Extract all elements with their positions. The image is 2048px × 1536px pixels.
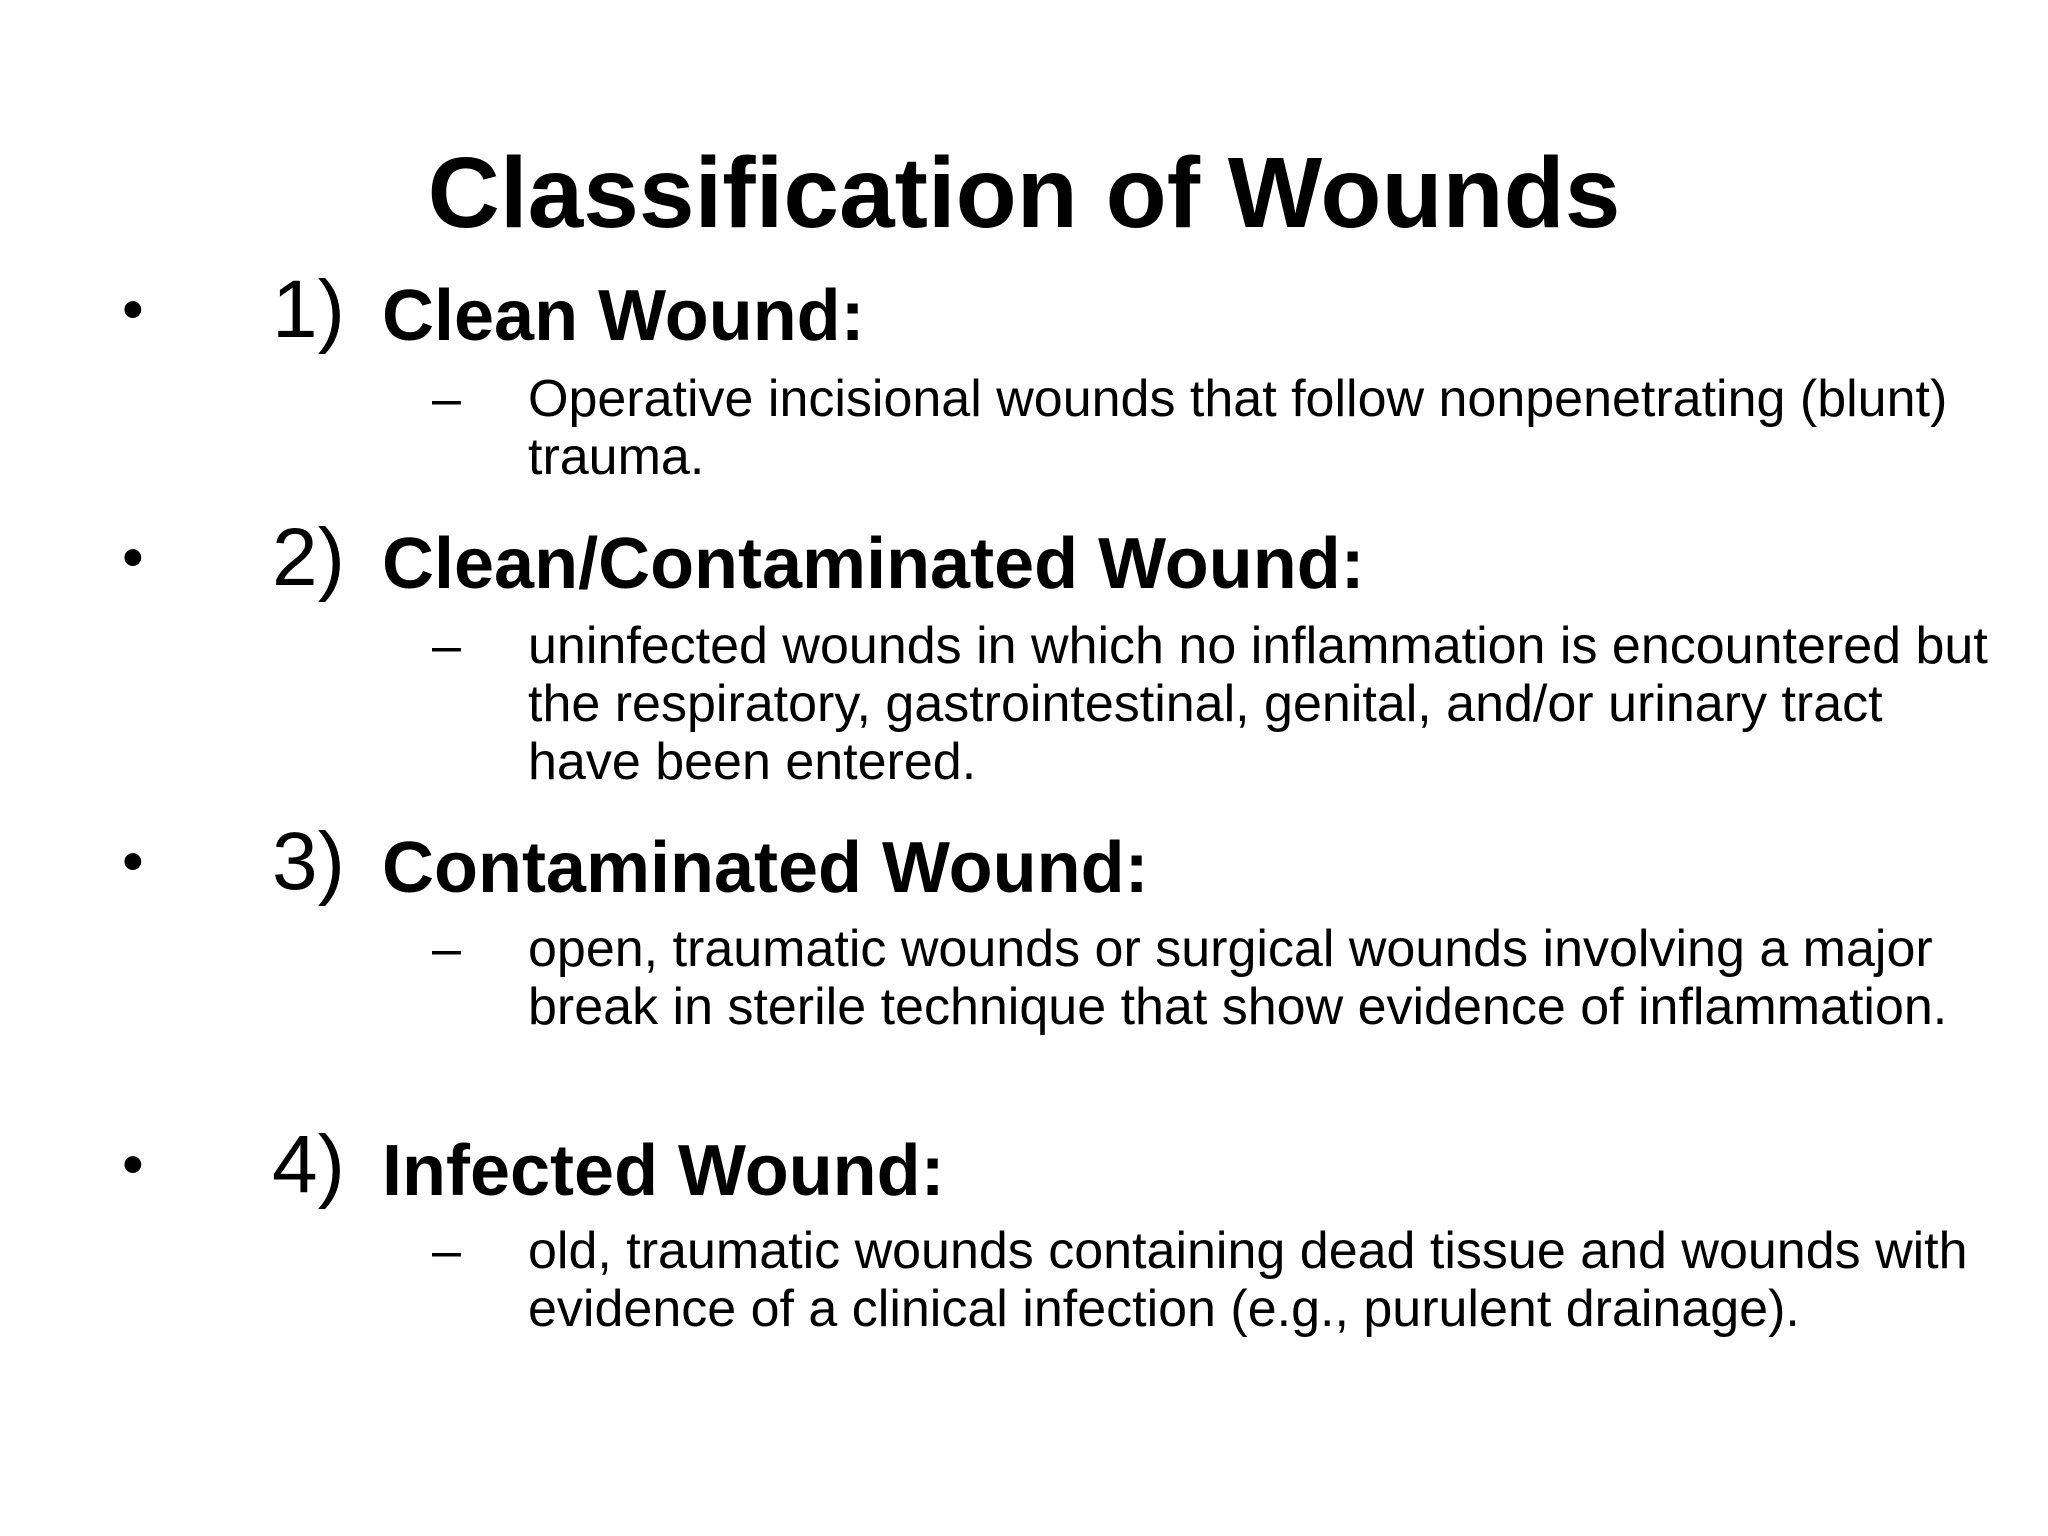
item-number: 3): [272, 816, 345, 907]
dash-icon: –: [432, 370, 461, 428]
bullet-icon: •: [122, 827, 144, 896]
item-description: uninfected wounds in which no inflammation is encountered but the respiratory, gastrointestinal, genital, and/or urinary tract have been entered.: [528, 617, 1988, 791]
list-item-contaminated-wound: [0, 817, 2048, 907]
dash-icon: –: [432, 920, 461, 978]
item-description: old, traumatic wounds containing dead tissue and wounds with evidence of a clinical infection (e.g., purulent drainage).: [528, 1222, 1968, 1338]
item-heading: Clean Wound:: [382, 276, 865, 356]
list-item-clean-contaminated-wound: [0, 513, 2048, 603]
bullet-icon: •: [122, 1130, 144, 1199]
item-description: open, traumatic wounds or surgical wounds involving a major break in sterile technique that show evidence of inflammation.: [528, 920, 1948, 1036]
slide-title: Classification of Wounds: [427, 137, 1621, 249]
item-number: 4): [272, 1119, 345, 1210]
item-heading: Contaminated Wound:: [382, 828, 1149, 908]
item-number: 1): [272, 264, 345, 355]
list-item-infected-wound: [0, 1120, 2048, 1210]
bullet-icon: •: [122, 523, 144, 592]
item-number: 2): [272, 512, 345, 603]
item-heading: Infected Wound:: [382, 1131, 945, 1211]
dash-icon: –: [432, 617, 461, 675]
dash-icon: –: [432, 1222, 461, 1280]
list-item-clean-wound: [0, 265, 2048, 355]
item-description: Operative incisional wounds that follow nonpenetrating (blunt) trauma.: [528, 370, 1948, 486]
bullet-icon: •: [122, 275, 144, 344]
item-heading: Clean/Contaminated Wound:: [382, 524, 1365, 604]
